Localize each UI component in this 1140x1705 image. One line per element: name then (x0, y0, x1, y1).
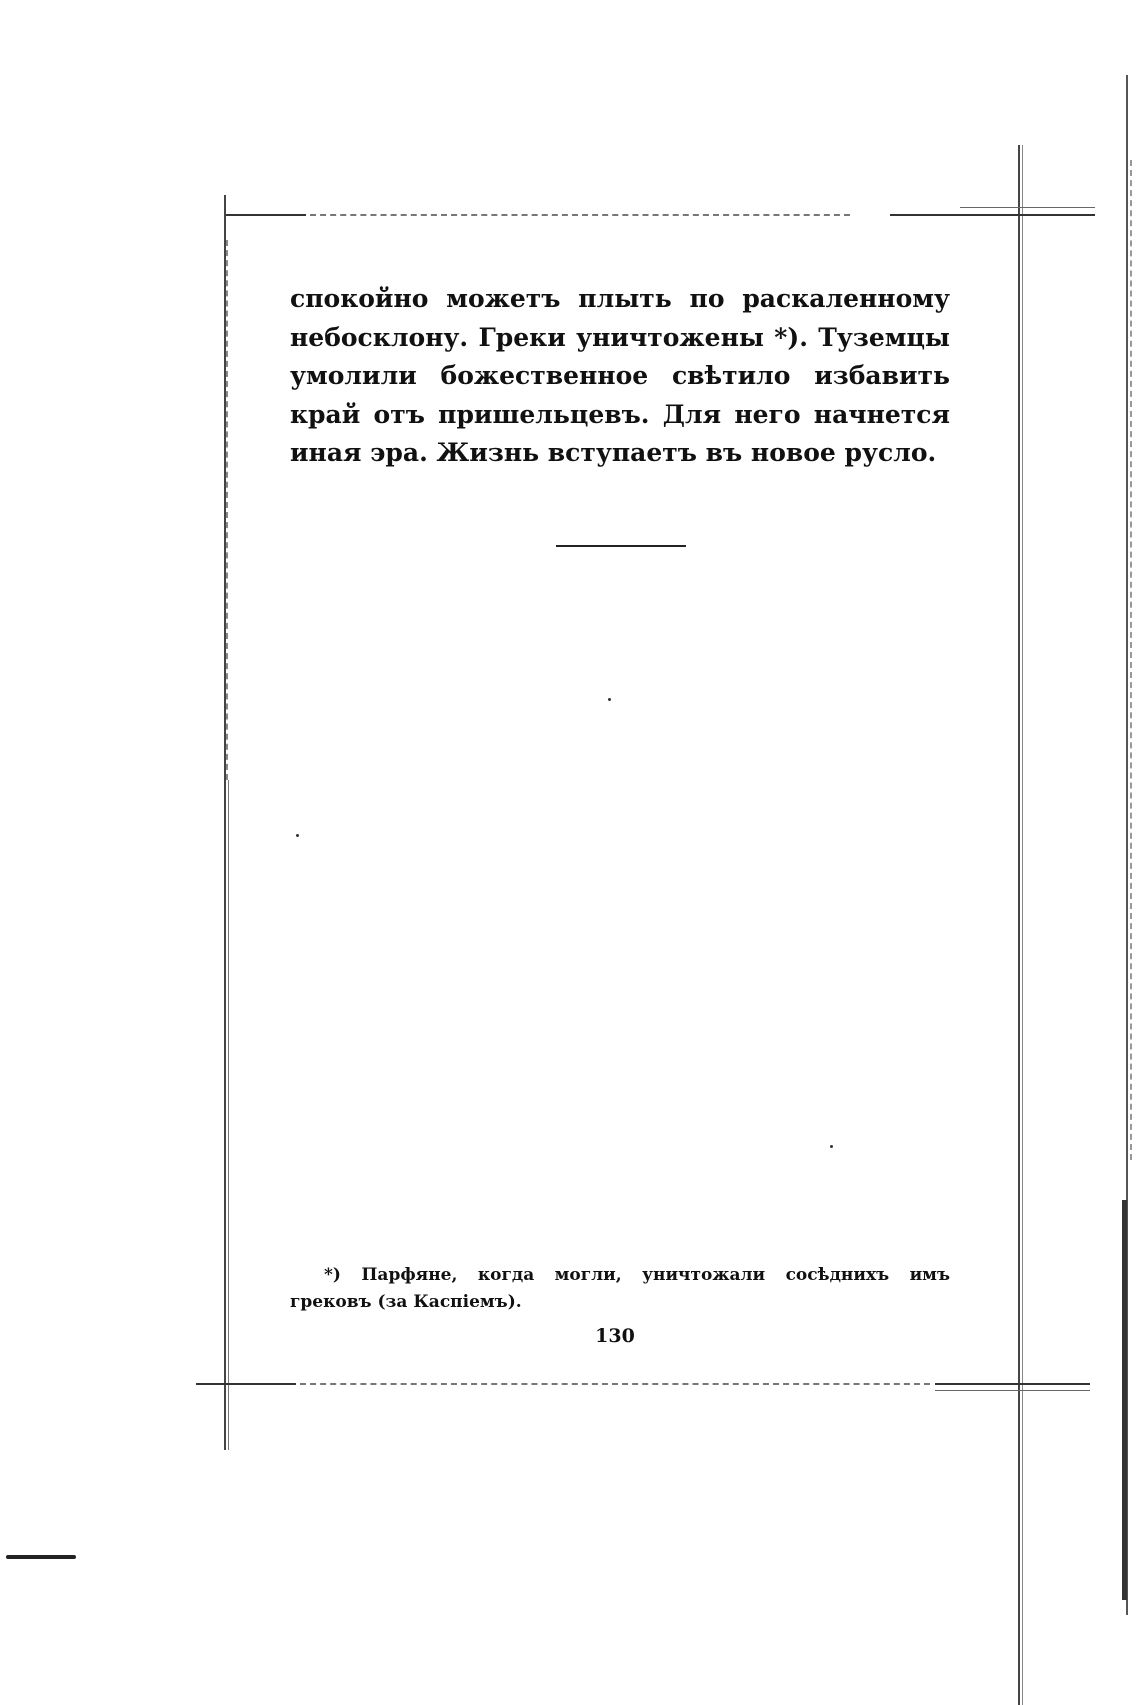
bottom-frame-line-right-2 (935, 1390, 1090, 1391)
left-margin-dashes (226, 240, 228, 780)
bottom-frame-line-left (196, 1383, 296, 1385)
section-divider (556, 545, 686, 547)
page-number: 130 (595, 1325, 635, 1347)
right-frame-line-inner (1022, 145, 1023, 1705)
left-frame-line-inner (228, 780, 229, 1450)
speck (608, 698, 611, 701)
right-edge-smudge (1122, 1200, 1127, 1600)
scan-smudge (6, 1555, 76, 1559)
top-frame-line-right (890, 214, 1095, 216)
top-frame-line-right-2 (960, 207, 1095, 208)
top-frame-line-left (226, 214, 306, 216)
footnote: *) Парфяне, когда могли, уничтожали сосѣднихъ имъ грековъ (за Каспіемъ). (290, 1265, 950, 1312)
right-margin-dashes (1130, 160, 1132, 1160)
bottom-frame-line-right (935, 1383, 1090, 1385)
body-paragraph-text: спокойно можетъ плыть по раскаленному небосклону. Греки уничтожены *). Туземцы умолили божественное свѣтило избавить край отъ пришельцевъ. Для него начнется иная эра. Жизнь вступаетъ въ новое русло. (290, 284, 950, 467)
top-frame-dashes (310, 214, 850, 216)
bottom-frame-dashes (300, 1383, 930, 1385)
speck (296, 834, 299, 837)
speck (830, 1145, 833, 1148)
body-paragraph (290, 280, 950, 473)
right-frame-line (1018, 145, 1020, 1705)
